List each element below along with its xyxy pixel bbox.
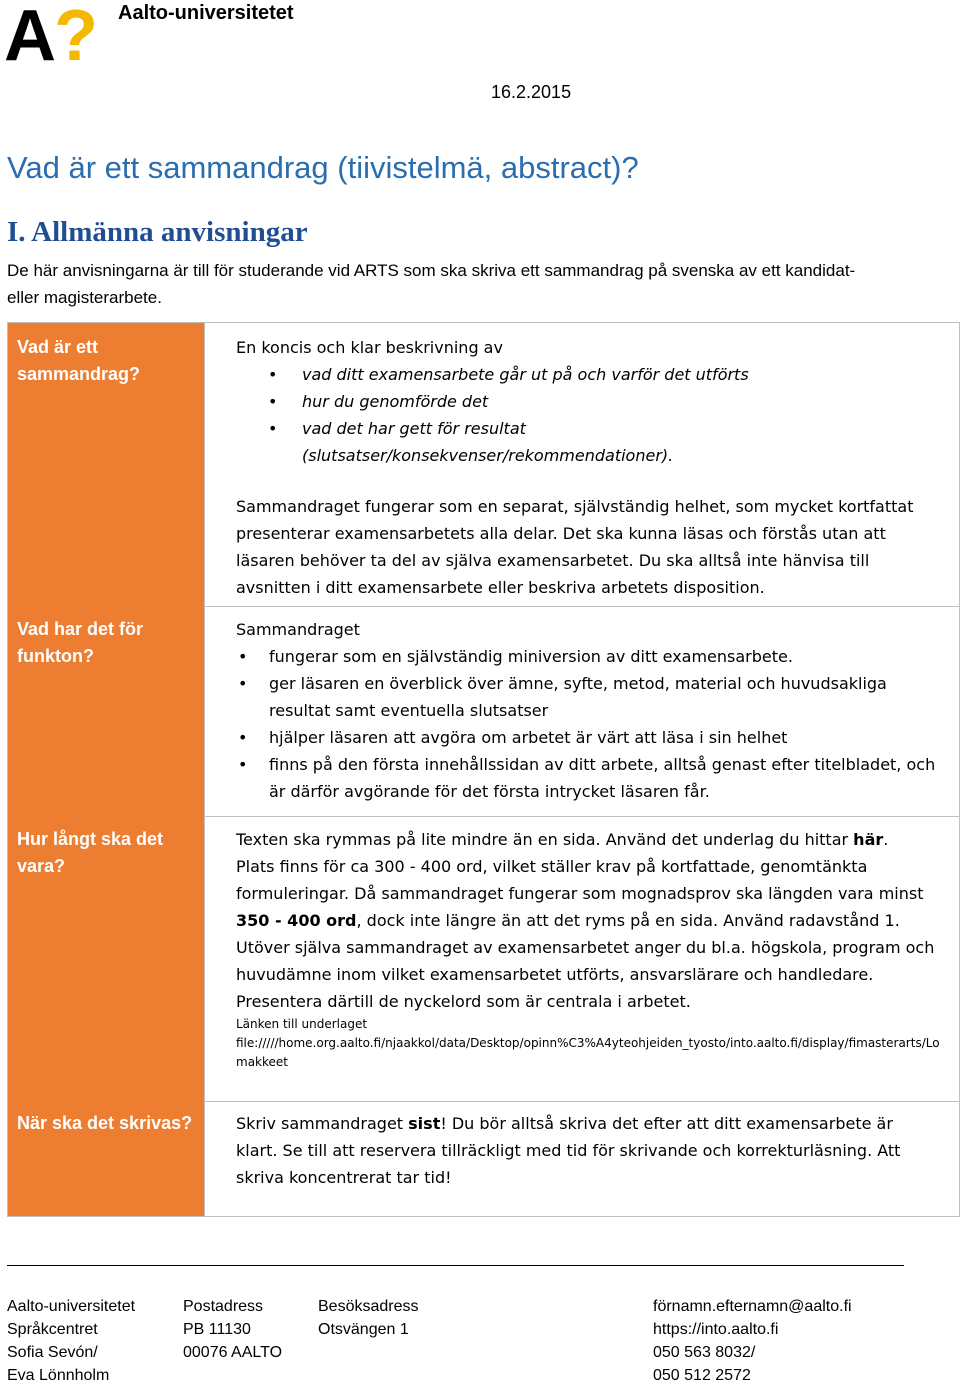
footer-url[interactable]: https://into.aalto.fi [653,1321,779,1338]
template-link-url[interactable]: file://///home.org.aalto.fi/njaakkol/data/Desktop/opinn%C3%A4yteohjeiden_tyosto/into.aalto.fi/display/fimasterarts/Lomakkeet [236,1036,940,1069]
intro-paragraph: De här anvisningarna är till för studerande vid ARTS som ska skriva ett sammandrag på svenska av ett kandidat- eller magisterarbete. [7,261,856,307]
text: Plats finns för ca 300 - 400 ord, vilket ställer krav på kortfattade, genomtänkta formuleringar. Då sammandraget fungerar som mognadsprov ska längden vara minst [236,857,924,903]
guidelines-table [7,322,960,1217]
when-paragraph [236,1110,926,1191]
row-content-what [236,334,914,601]
row-label-function: Vad har det för funkton? [17,619,144,666]
footer-text: Otsvängen 1 [318,1321,409,1338]
what-bullet-list [236,361,876,469]
footer-text: Aalto-universitetet [7,1298,136,1315]
list-item: • hur du genomförde det [236,388,876,415]
list-item: • finns på den första innehållssidan av ditt arbete, alltså genast efter titelbladet, och är därför avgörande för det första intrycket läsaren får. [236,751,936,805]
length-paragraph-2 [236,853,951,934]
university-name: Aalto-universitetet [118,2,294,24]
footer-contact [653,1295,852,1387]
text: ! Du bör alltså skriva det efter att ditt examensarbete är klart. Se till att reservera tillräckligt med tid för skrivande och korrekturläsning. Att skriva koncentrerat tar tid! [236,1114,901,1187]
footer-text: Postadress [183,1298,264,1315]
text: , dock inte längre än att det ryms på en sida. Använd radavstånd 1. [356,911,900,930]
here-link[interactable]: här [853,830,884,849]
what-paragraph: Sammandraget fungerar som en separat, självständig helhet, som mycket kortfattat presenterar examensarbetets alla delar. Det ska kunna läsas och förstås utan att läsaren behöver ta del av själva examensarbetet. Du ska alltså inte hänvisa till avsnitten i ditt examensarbete eller beskriva arbetets disposition. [236,497,914,597]
footer-phone: 050 512 2572 [653,1367,751,1384]
label-column [8,323,204,1216]
footer-text: 00076 AALTO [183,1344,283,1361]
function-bullet-list [236,643,936,805]
footer-text: PB 11130 [183,1321,251,1338]
row-label-length: Hur långt ska det vara? [17,829,164,876]
word-count: 350 - 400 ord [236,911,357,930]
svg-text:A: A [4,2,56,64]
document-title: Vad är ett sammandrag (tiivistelmä, abstract)? [7,150,639,185]
text: Texten ska rymmas på lite mindre än en sida. Använd det underlag du hittar [236,830,854,849]
svg-text:?: ? [54,2,98,64]
row-label-when: När ska det skrivas? [17,1113,193,1133]
text: Skriv sammandraget [236,1114,409,1133]
row-content-length [236,826,951,1072]
function-lead: Sammandraget [236,620,360,639]
emphasis: sist [408,1114,441,1133]
footer-text: Språkcentret [7,1321,98,1338]
footer-email[interactable]: förnamn.efternamn@aalto.fi [653,1298,852,1315]
section-heading: I. Allmänna anvisningar [7,216,308,248]
list-item: • vad det har gett för resultat (slutsatser/konsekvenser/rekommendationer). [236,415,796,469]
list-item: • ger läsaren en överblick över ämne, syfte, metod, material och huvudsakliga resultat samt eventuella slutsatser [236,670,936,724]
footer-phone: 050 563 8032/ [653,1344,756,1361]
row-divider [204,1101,959,1102]
aalto-logo [4,2,104,64]
link-label: Länken till underlaget [236,1017,368,1031]
footer-org [7,1295,135,1387]
list-item: • fungerar som en självständig miniversion av ditt examensarbete. [236,643,936,670]
row-label-what: Vad är ett sammandrag? [17,337,141,384]
footer-text: Sofia Sevón/ [7,1344,98,1361]
length-paragraph-1 [236,826,951,853]
list-item: • hjälper läsaren att avgöra om arbetet är värt att läsa i sin helhet [236,724,936,751]
document-date: 16.2.2015 [491,82,572,102]
footer-postal [183,1295,282,1364]
footer-divider [7,1265,904,1266]
list-item: • vad ditt examensarbete går ut på och varför det utförts [236,361,876,388]
column-divider [204,323,205,1216]
row-content-function [236,616,936,805]
text: . [883,830,889,849]
footer-text: Eva Lönnholm [7,1367,110,1384]
length-paragraph-3: Utöver själva sammandraget av examensarbetet anger du bl.a. högskola, program och huvudämne inom vilket examensarbetet utförts, ansvarslärare och handledare. Presentera därtill de nyckelord som är centrala i arbetet. [236,938,935,1011]
footer-text: Besöksadress [318,1298,419,1315]
row-divider [204,606,959,607]
row-divider [204,816,959,817]
row-content-when [236,1110,926,1191]
footer-visit [318,1295,419,1341]
what-lead: En koncis och klar beskrivning av [236,338,503,357]
